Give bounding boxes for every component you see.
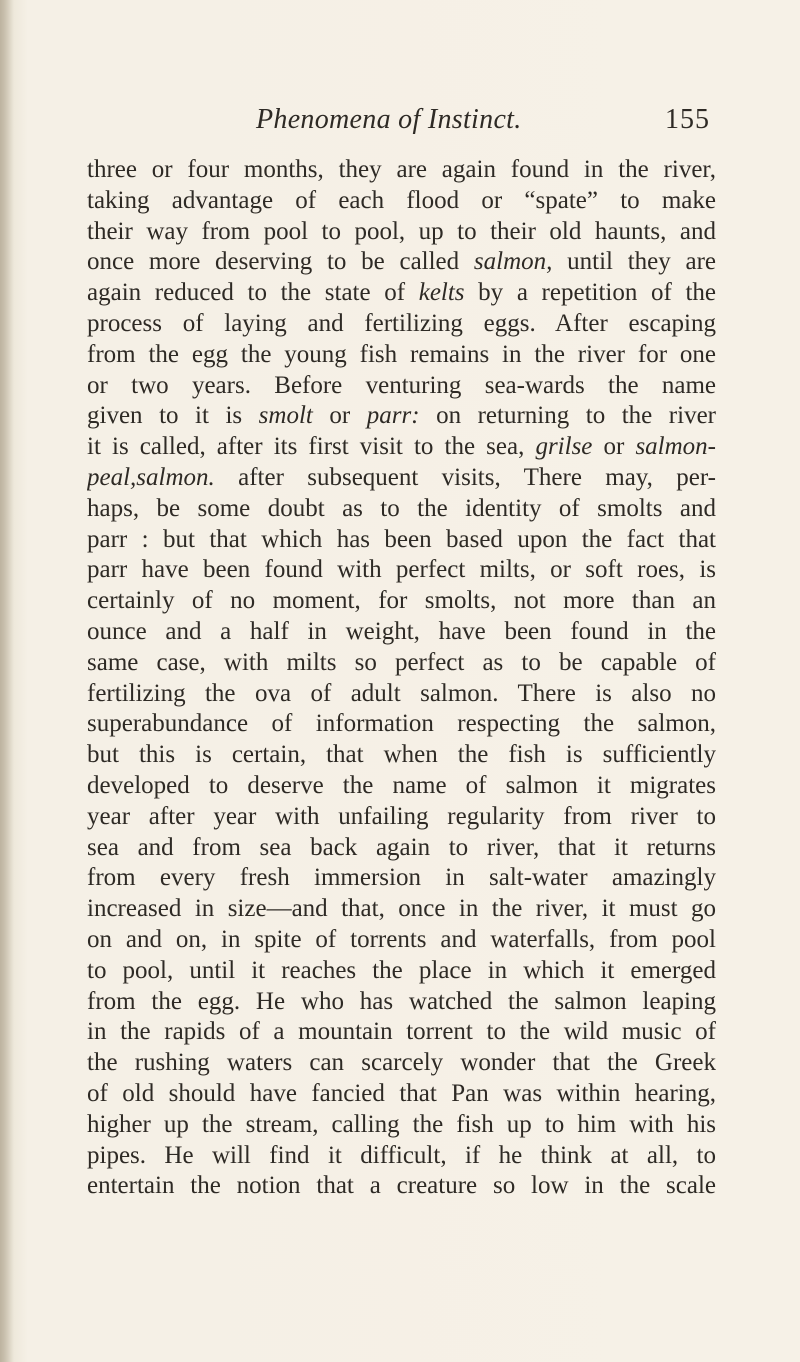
text-line bbox=[87, 525, 716, 556]
text-line bbox=[87, 401, 716, 432]
text-segment: ounce and a half in weight, have been found in the bbox=[87, 617, 716, 645]
text-segment: from the egg the young fish remains in the river for one bbox=[87, 340, 716, 368]
text-line bbox=[87, 648, 716, 679]
text-line bbox=[87, 833, 716, 864]
text-segment: certainly of no moment, for smolts, not more than an bbox=[87, 587, 716, 615]
text-segment: it is called, after its first visit to the sea, bbox=[87, 433, 536, 461]
text-line bbox=[87, 371, 716, 402]
running-head bbox=[256, 104, 710, 144]
text-line bbox=[87, 1171, 716, 1202]
text-line bbox=[87, 309, 716, 340]
text-segment: entertain the notion that a creature so low in the scale bbox=[87, 1172, 716, 1200]
text-segment: same case, with milts so perfect as to be capable of bbox=[87, 648, 716, 676]
italic-term: peal, bbox=[87, 463, 137, 491]
text-segment: fertilizing the ova of adult salmon. There is also no bbox=[87, 679, 716, 707]
text-line bbox=[87, 432, 716, 463]
text-segment: increased in size—and that, once in the river, it must go bbox=[87, 895, 716, 923]
text-line bbox=[87, 617, 716, 648]
text-line bbox=[87, 1017, 716, 1048]
text-line bbox=[87, 679, 716, 710]
text-line bbox=[87, 1110, 716, 1141]
text-line bbox=[87, 555, 716, 586]
text-line bbox=[87, 278, 716, 309]
text-segment: parr have been found with perfect milts, or soft roes, is bbox=[87, 556, 716, 584]
running-title: Phenomena of Instinct. bbox=[256, 104, 522, 135]
body-text bbox=[87, 155, 716, 1202]
text-line bbox=[87, 217, 716, 248]
text-line bbox=[87, 709, 716, 740]
text-segment: parr : but that which has been based upon the fact that bbox=[87, 525, 716, 553]
text-line bbox=[87, 740, 716, 771]
text-segment: pipes. He will find it difficult, if he think at all, to bbox=[87, 1141, 716, 1169]
text-segment: year after year with unfailing regularity from river to bbox=[87, 802, 716, 830]
text-segment: on returning to the river bbox=[419, 402, 716, 430]
text-line bbox=[87, 1048, 716, 1079]
text-segment: but this is certain, that when the fish is sufficiently bbox=[87, 741, 716, 769]
text-segment: by a repetition of the bbox=[464, 279, 716, 307]
text-segment: the rushing waters can scarcely wonder that the Greek bbox=[87, 1049, 716, 1077]
text-segment: haps, be some doubt as to the identity of smolts and bbox=[87, 494, 716, 522]
text-line bbox=[87, 987, 716, 1018]
text-segment: again reduced to the state of bbox=[87, 279, 419, 307]
text-segment: given to it is bbox=[87, 402, 259, 430]
text-line bbox=[87, 247, 716, 278]
text-line bbox=[87, 956, 716, 987]
text-segment: or bbox=[312, 402, 367, 430]
text-segment: developed to deserve the name of salmon it migrates bbox=[87, 771, 716, 799]
text-segment: of old should have fancied that Pan was within hearing, bbox=[87, 1079, 716, 1107]
italic-term: grilse bbox=[535, 433, 593, 461]
text-segment: after subsequent visits, bbox=[214, 463, 524, 491]
text-segment: from the egg. He who has watched the salmon leaping bbox=[87, 987, 716, 1015]
text-segment: or bbox=[592, 433, 636, 461]
text-line bbox=[87, 1079, 716, 1110]
text-segment: on and on, in spite of torrents and waterfalls, from pool bbox=[87, 925, 716, 953]
text-segment: superabundance of information respecting the salmon, bbox=[87, 710, 716, 738]
text-line bbox=[87, 586, 716, 617]
italic-term: parr: bbox=[366, 402, 420, 430]
italic-term: salmon- bbox=[635, 433, 716, 461]
text-line bbox=[87, 186, 716, 217]
text-segment: to pool, until it reaches the place in which it emerged bbox=[87, 956, 716, 984]
text-segment: or two years. Before venturing sea-wards the name bbox=[87, 371, 716, 399]
text-line bbox=[87, 863, 716, 894]
text-segment: from every fresh immersion in salt-water amazingly bbox=[87, 864, 716, 892]
text-line bbox=[87, 340, 716, 371]
italic-term: salmon. bbox=[136, 463, 215, 491]
text-segment: higher up the stream, calling the fish up to him with his bbox=[87, 1110, 716, 1138]
text-segment: sea and from sea back again to river, that it returns bbox=[87, 833, 716, 861]
text-segment: in the rapids of a mountain torrent to the wild music of bbox=[87, 1018, 716, 1046]
text-segment: until they are bbox=[552, 248, 716, 276]
text-line bbox=[87, 155, 716, 186]
text-line bbox=[87, 463, 716, 494]
text-line bbox=[87, 894, 716, 925]
gutter-shadow bbox=[0, 0, 14, 1362]
italic-term: kelts bbox=[418, 279, 465, 307]
italic-term: salmon, bbox=[473, 248, 553, 276]
text-line bbox=[87, 925, 716, 956]
text-line bbox=[87, 802, 716, 833]
text-line bbox=[87, 494, 716, 525]
text-segment: process of laying and fertilizing eggs. After escaping bbox=[87, 309, 716, 337]
page-number: 155 bbox=[665, 104, 710, 135]
text-segment: There may, per- bbox=[523, 463, 716, 491]
text-segment: once more deserving to be called bbox=[87, 248, 474, 276]
text-segment: three or four months, they are again found in the river, bbox=[87, 156, 716, 183]
text-line bbox=[87, 1141, 716, 1172]
text-segment: their way from pool to pool, up to their old haunts, and bbox=[87, 217, 716, 245]
text-line bbox=[87, 771, 716, 802]
italic-term: smolt bbox=[258, 402, 313, 430]
text-segment: taking advantage of each flood or “spate” to make bbox=[87, 186, 716, 214]
